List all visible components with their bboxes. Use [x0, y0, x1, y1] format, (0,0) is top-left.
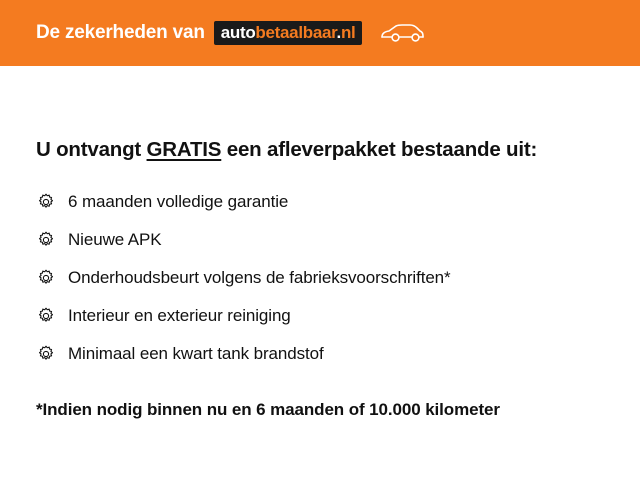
footnote-text: *Indien nodig binnen nu en 6 maanden of 10.000 kilometer — [36, 400, 500, 419]
brand-logo — [214, 21, 363, 46]
list-item — [36, 192, 604, 212]
gear-icon — [36, 268, 56, 288]
headline-suffix: een afleverpakket bestaande uit: — [221, 138, 538, 161]
list-item-label: 6 maanden volledige garantie — [68, 191, 289, 211]
gear-icon — [36, 344, 56, 364]
headline-prefix: U ontvangt — [36, 138, 147, 161]
page-title — [36, 138, 604, 162]
logo-part-dot: . — [336, 22, 341, 42]
gear-icon — [36, 192, 56, 212]
car-icon — [379, 23, 425, 43]
list-item-label: Minimaal een kwart tank brandstof — [68, 343, 324, 363]
headline-emphasis: GRATIS — [146, 138, 222, 161]
list-item — [36, 230, 604, 250]
header-lead-text: De zekerheden van — [36, 22, 205, 43]
list-item-label: Nieuwe APK — [68, 229, 162, 249]
header-bar — [0, 0, 640, 66]
list-item — [36, 306, 604, 326]
benefits-list — [36, 192, 604, 364]
list-item-label: Interieur en exterieur reiniging — [68, 305, 291, 325]
logo-part-nl: nl — [340, 22, 356, 42]
content-area — [0, 138, 640, 420]
list-item-label: Onderhoudsbeurt volgens de fabrieksvoorschriften* — [68, 267, 451, 287]
list-item — [36, 344, 604, 364]
gear-icon — [36, 230, 56, 250]
logo-part-betaalbaar: betaalbaar — [255, 22, 337, 42]
list-item — [36, 268, 604, 288]
gear-icon — [36, 306, 56, 326]
logo-part-auto: auto — [220, 22, 256, 42]
header-content — [36, 21, 425, 46]
